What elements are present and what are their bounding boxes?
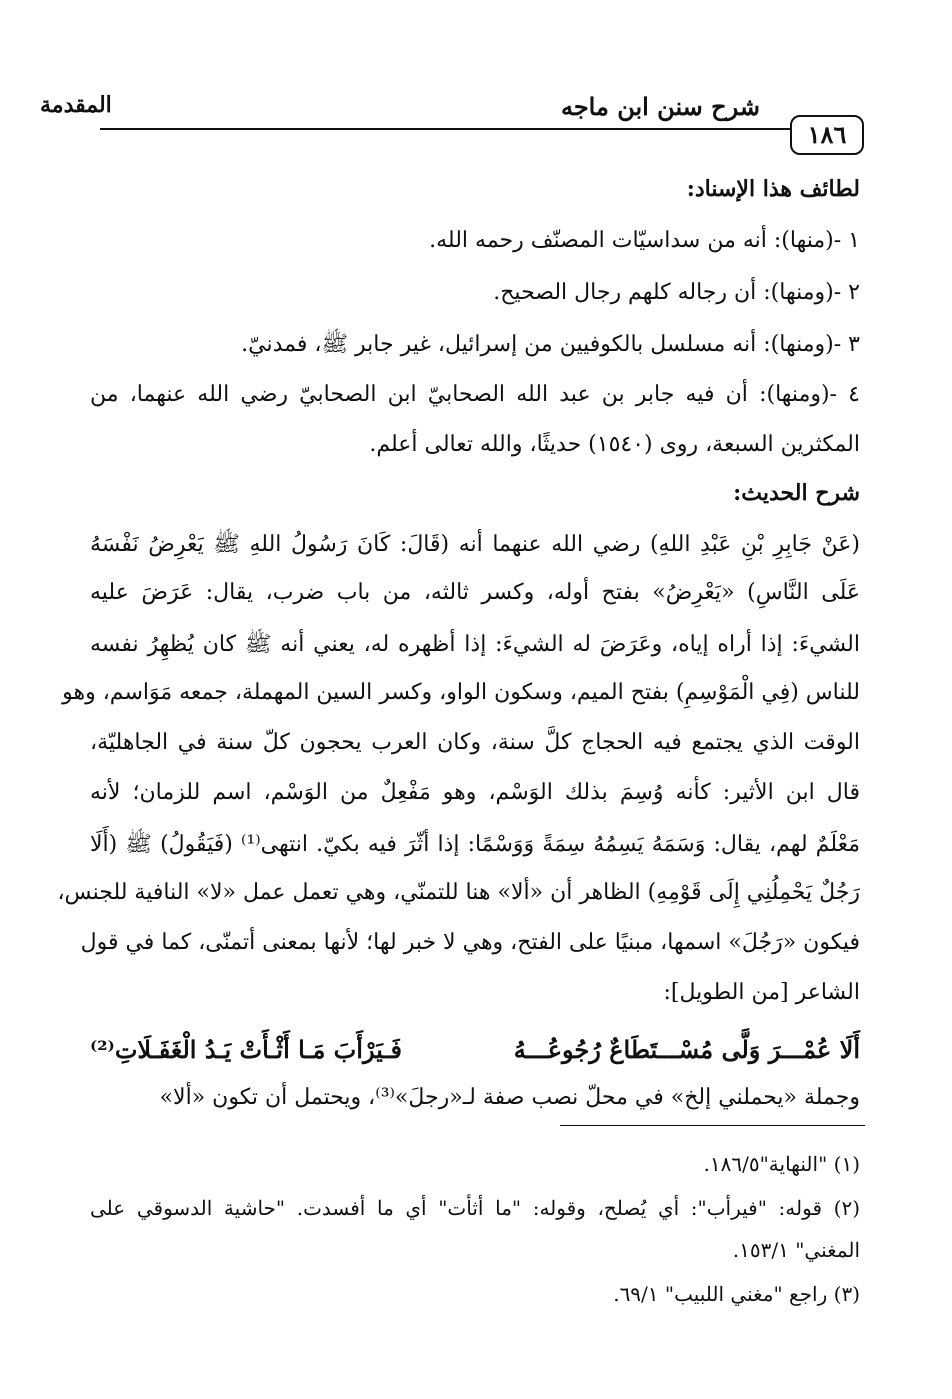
commentary-line: للناس (فِي الْمَوْسِمِ) بفتح الميم، وسكون الواو، وكسر السين المهملة، جمعه مَوَاسم، وهو	[62, 680, 860, 705]
running-title: شرح سنن ابن ماجه	[560, 92, 760, 121]
commentary-line: الشيءَ: إذا أراه إياه، وعَرَضَ له الشيءَ: إذا أظهره له، يعني أنه ﷺ كان يُظهِرُ نفسه	[90, 632, 860, 657]
commentary-line-after-verse: وجملة «يحملني إلخ» في محلّ نصب صفة لـ«رجلَ»⁽³⁾، ويحتمل أن تكون «ألا»	[159, 1085, 860, 1110]
commentary-line: عَلَى النَّاسِ) «يَعْرِضُ» بفتح أوله، وكسر ثالثه، من باب ضرب، يقال: عَرَضَ عليه	[90, 580, 860, 605]
footnote-3: (٣) راجع "مغني اللبيب" ٦٩/١.	[613, 1282, 860, 1306]
footnote-2: (٢) قوله: "فيرأب": أي يُصلح، وقوله: "ما أثأت" أي ما أفسدت. "حاشية الدسوقي على	[90, 1196, 860, 1220]
commentary-line: مَعْلَمٌ لهم، يقال: وَسَمَهُ يَسِمُهُ سِمَةً وَوَسْمًا: إذا أثّرَ فيه بكيّ. انتهى⁽¹⁾ (فَيَقُولُ) ﷺ (أَلَا	[90, 832, 860, 857]
commentary-line: رَجُلٌ يَحْمِلُنِي إِلَى قَوْمِهِ) الظاهر أن «ألا» هنا للتمنّي، وهي تعمل عمل «لا» النافية للجنس،	[57, 880, 860, 905]
commentary-heading: شرح الحديث:	[733, 480, 860, 506]
commentary-line: الشاعر [من الطويل]:	[663, 980, 860, 1005]
page-number: ١٨٦	[790, 115, 864, 155]
benefit-item-3: ٣ -(ومنها): أنه مسلسل بالكوفيين من إسرائيل، غير جابر ﷺ، فمدنيّ.	[241, 332, 860, 357]
commentary-line: فيكون «رَجُلَ» اسمها، مبنيًا على الفتح، وهي لا خبر لها؛ لأنها بمعنى أتمنّى، كما في قول	[80, 930, 860, 955]
footnote-rule	[560, 1125, 865, 1126]
footnote-1: (١) "النهاية"١٨٦/٥.	[703, 1152, 860, 1176]
verse-first-hemistich: أَلَا عُمْـــرَ وَلَّى مُسْـــتَطَاعٌ رُجُوعُـــهُ	[513, 1035, 860, 1064]
benefit-item-1: ١ -(منها): أنه من سداسيّات المصنّف رحمه الله.	[429, 228, 860, 253]
commentary-line: (عَنْ جَابِرِ بْنِ عَبْدِ اللهِ) رضي الله عنهما أنه (قَالَ: كَانَ رَسُولُ اللهِ ﷺ يَعْرِضُ نَفْسَهُ	[90, 532, 860, 557]
benefit-item-4-cont: المكثرين السبعة، روى (١٥٤٠) حديثًا، والله تعالى أعلم.	[369, 432, 860, 457]
benefit-item-4: ٤ -(ومنها): أن فيه جابر بن عبد الله الصحابيّ ابن الصحابيّ رضي الله عنهما، من	[90, 382, 860, 407]
benefit-item-2: ٢ -(ومنها): أن رجاله كلهم رجال الصحيح.	[493, 280, 860, 305]
section-name: المقدمة	[40, 92, 112, 118]
header-rule	[100, 128, 790, 130]
verse-second-hemistich: فَـيَرْأَبَ مَـا أَثْـأَتْ يَـدُ الْغَفَـلَاتِ⁽²⁾	[90, 1035, 402, 1064]
commentary-line: قال ابن الأثير: كأنه وُسِمَ بذلك الوَسْم، وهو مَفْعِلٌ من الوَسْم، اسم للزمان؛ لأنه	[90, 780, 860, 805]
poetry-verse	[90, 1035, 860, 1064]
commentary-line: الوقت الذي يجتمع فيه الحجاج كلَّ سنة، وكان العرب يحجون كلّ سنة في الجاهليّة،	[90, 730, 860, 755]
benefits-heading: لطائف هذا الإسناد:	[686, 176, 860, 202]
footnote-2-cont: المغني" ١٥٣/١.	[732, 1238, 860, 1262]
